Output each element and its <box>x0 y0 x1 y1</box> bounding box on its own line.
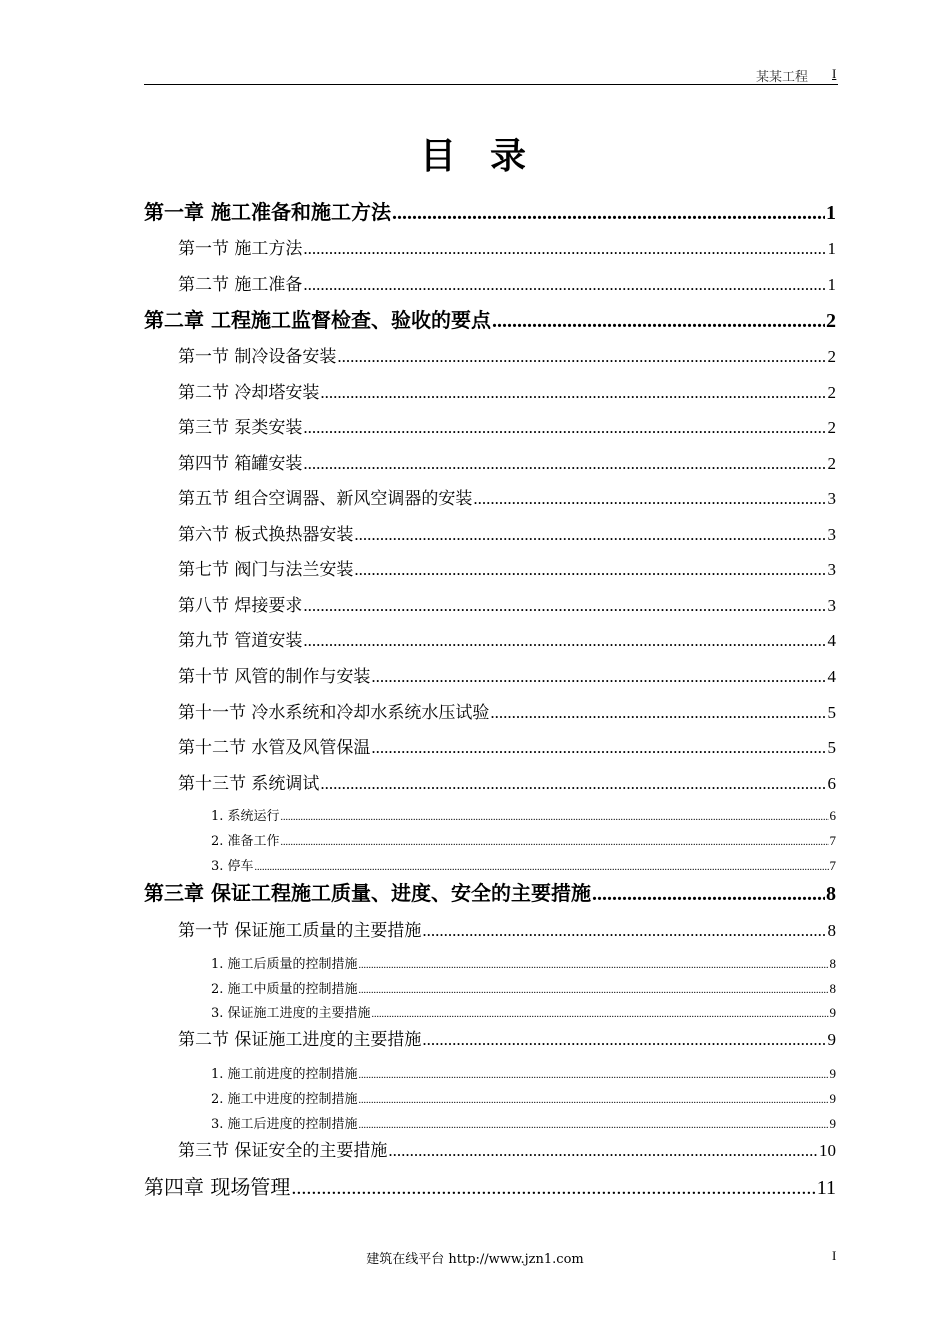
toc-label: 1. 施工后质量的控制措施 <box>211 957 358 972</box>
dot-leader <box>359 960 829 971</box>
toc-label: 第二节 施工准备 <box>178 275 303 295</box>
toc-label: 3. 保证施工进度的主要措施 <box>211 1006 371 1021</box>
toc-page-number: 8 <box>826 883 836 905</box>
toc-label: 第十一节 冷水系统和冷却水系统水压试验 <box>178 703 490 723</box>
toc-label: 第十三节 系统调试 <box>178 774 320 794</box>
dot-leader <box>422 921 826 941</box>
dot-leader <box>320 774 826 794</box>
toc-label: 第七节 阀门与法兰安装 <box>178 560 354 580</box>
dot-leader <box>371 738 826 758</box>
toc-section[interactable] <box>178 449 836 474</box>
toc-chapter-2[interactable] <box>144 304 836 333</box>
toc-page-number: 7 <box>829 858 836 873</box>
toc-page-number: 6 <box>827 774 836 793</box>
toc-page-number: 1 <box>826 202 836 224</box>
toc-label: 3. 施工后进度的控制措施 <box>211 1117 358 1132</box>
toc-section[interactable] <box>178 1025 836 1050</box>
toc-label: 第一节 保证施工质量的主要措施 <box>178 921 422 941</box>
footer-website: 建筑在线平台 http://www.jzn1.com <box>366 1252 584 1267</box>
dot-leader <box>281 812 829 823</box>
page-title: 目录 <box>419 136 560 177</box>
toc-section[interactable] <box>178 916 836 941</box>
toc-page-number: 1 <box>827 275 836 294</box>
dot-leader <box>281 837 829 848</box>
toc-label: 第九节 管道安装 <box>178 631 303 651</box>
toc-label: 第二节 保证施工进度的主要措施 <box>178 1030 422 1050</box>
toc-label: 2. 施工中质量的控制措施 <box>211 982 358 997</box>
toc-section[interactable] <box>178 234 836 259</box>
toc-subsection[interactable] <box>211 1002 836 1021</box>
toc-subsection[interactable] <box>211 1088 836 1107</box>
dot-leader <box>303 275 826 295</box>
toc-label: 2. 施工中进度的控制措施 <box>211 1092 358 1107</box>
dot-leader <box>354 525 826 545</box>
toc-section[interactable] <box>178 1136 836 1161</box>
toc-section[interactable] <box>178 626 836 651</box>
toc-page-number: 3 <box>827 560 836 579</box>
toc-section[interactable] <box>178 270 836 295</box>
toc-section[interactable] <box>178 769 836 794</box>
dot-leader <box>303 631 826 651</box>
toc-label: 第四节 箱罐安装 <box>178 454 303 474</box>
toc-section[interactable] <box>178 520 836 545</box>
dot-leader <box>337 347 826 367</box>
dot-leader <box>354 560 826 580</box>
header-rule <box>144 84 838 85</box>
toc-section[interactable] <box>178 698 836 723</box>
toc-label: 1. 施工前进度的控制措施 <box>211 1067 358 1082</box>
dot-leader <box>372 1009 829 1020</box>
toc-subsection[interactable] <box>211 855 836 874</box>
dot-leader <box>303 239 826 259</box>
toc-page-number: 9 <box>829 1005 836 1020</box>
dot-leader <box>422 1030 826 1050</box>
toc-subsection[interactable] <box>211 1113 836 1132</box>
toc-label: 第六节 板式换热器安装 <box>178 525 354 545</box>
toc-page-number: 4 <box>827 667 836 686</box>
dot-leader <box>303 454 826 474</box>
toc-section[interactable] <box>178 378 836 403</box>
toc-label: 第二章 工程施工监督检查、验收的要点 <box>144 308 491 332</box>
toc-section[interactable] <box>178 555 836 580</box>
toc-page-number: 5 <box>827 703 836 722</box>
toc-section[interactable] <box>178 413 836 438</box>
toc-page-number: 1 <box>827 239 836 258</box>
header-project-name: 某某工程 <box>755 70 808 85</box>
toc-page-number: 4 <box>827 631 836 650</box>
toc-section[interactable] <box>178 591 836 616</box>
toc-label: 第三章 保证工程施工质量、进度、安全的主要措施 <box>144 881 591 905</box>
toc-label: 第一节 制冷设备安装 <box>178 347 337 367</box>
header-page-number: I <box>832 66 837 81</box>
toc-section[interactable] <box>178 484 836 509</box>
toc-page-number: 3 <box>827 525 836 544</box>
toc-page-number: 2 <box>827 383 836 402</box>
toc-page-number: 6 <box>829 808 836 823</box>
dot-leader <box>388 1141 818 1161</box>
dot-leader <box>492 310 825 333</box>
toc-page-number: 8 <box>829 956 836 971</box>
toc-label: 第五节 组合空调器、新风空调器的安装 <box>178 489 473 509</box>
toc-label: 第四章 现场管理 <box>144 1175 291 1199</box>
toc-page-number: 9 <box>829 1066 836 1081</box>
toc-page-number: 10 <box>819 1141 836 1160</box>
toc-label: 1. 系统运行 <box>211 809 280 824</box>
dot-leader <box>255 862 829 873</box>
toc-chapter-4[interactable] <box>144 1171 836 1200</box>
dot-leader <box>490 703 826 723</box>
toc-subsection[interactable] <box>211 953 836 972</box>
toc-subsection[interactable] <box>211 1063 836 1082</box>
toc-page-number: 2 <box>827 454 836 473</box>
dot-leader <box>359 1120 829 1131</box>
toc-page-number: 11 <box>816 1177 836 1199</box>
toc-page-number: 8 <box>827 921 836 940</box>
toc-subsection[interactable] <box>211 805 836 824</box>
toc-subsection[interactable] <box>211 978 836 997</box>
dot-leader <box>392 202 825 225</box>
footer-page-number: I <box>832 1248 837 1263</box>
toc-page-number: 2 <box>826 310 836 332</box>
toc-page-number: 2 <box>827 418 836 437</box>
toc-section[interactable] <box>178 733 836 758</box>
toc-page-number: 9 <box>827 1030 836 1049</box>
dot-leader <box>359 1095 829 1106</box>
toc-label: 第二节 冷却塔安装 <box>178 383 320 403</box>
toc-page-number: 5 <box>827 738 836 757</box>
dot-leader <box>303 596 826 616</box>
toc-page-number: 8 <box>829 981 836 996</box>
toc-page-number: 3 <box>827 596 836 615</box>
toc-chapter-3[interactable] <box>144 877 836 906</box>
toc-page-number: 3 <box>827 489 836 508</box>
toc-label: 3. 停车 <box>211 859 254 874</box>
toc-label: 第三节 泵类安装 <box>178 418 303 438</box>
toc-page-number: 7 <box>829 833 836 848</box>
dot-leader <box>371 667 826 687</box>
dot-leader <box>303 418 826 438</box>
toc-label: 第一章 施工准备和施工方法 <box>144 200 391 224</box>
toc-label: 第十节 风管的制作与安装 <box>178 667 371 687</box>
toc-page-number: 2 <box>827 347 836 366</box>
dot-leader <box>592 883 825 906</box>
dot-leader <box>320 383 826 403</box>
toc-label: 第十二节 水管及风管保温 <box>178 738 371 758</box>
toc-section[interactable] <box>178 342 836 367</box>
dot-leader <box>359 1070 829 1081</box>
toc-label: 第一节 施工方法 <box>178 239 303 259</box>
toc-subsection[interactable] <box>211 830 836 849</box>
toc-label: 2. 准备工作 <box>211 834 280 849</box>
toc-page-number: 9 <box>829 1091 836 1106</box>
toc-section[interactable] <box>178 662 836 687</box>
toc-label: 第八节 焊接要求 <box>178 596 303 616</box>
toc-page-number: 9 <box>829 1116 836 1131</box>
dot-leader <box>473 489 826 509</box>
toc-chapter-1[interactable] <box>144 196 836 225</box>
dot-leader <box>291 1177 815 1200</box>
toc-label: 第三节 保证安全的主要措施 <box>178 1141 388 1161</box>
dot-leader <box>359 985 829 996</box>
